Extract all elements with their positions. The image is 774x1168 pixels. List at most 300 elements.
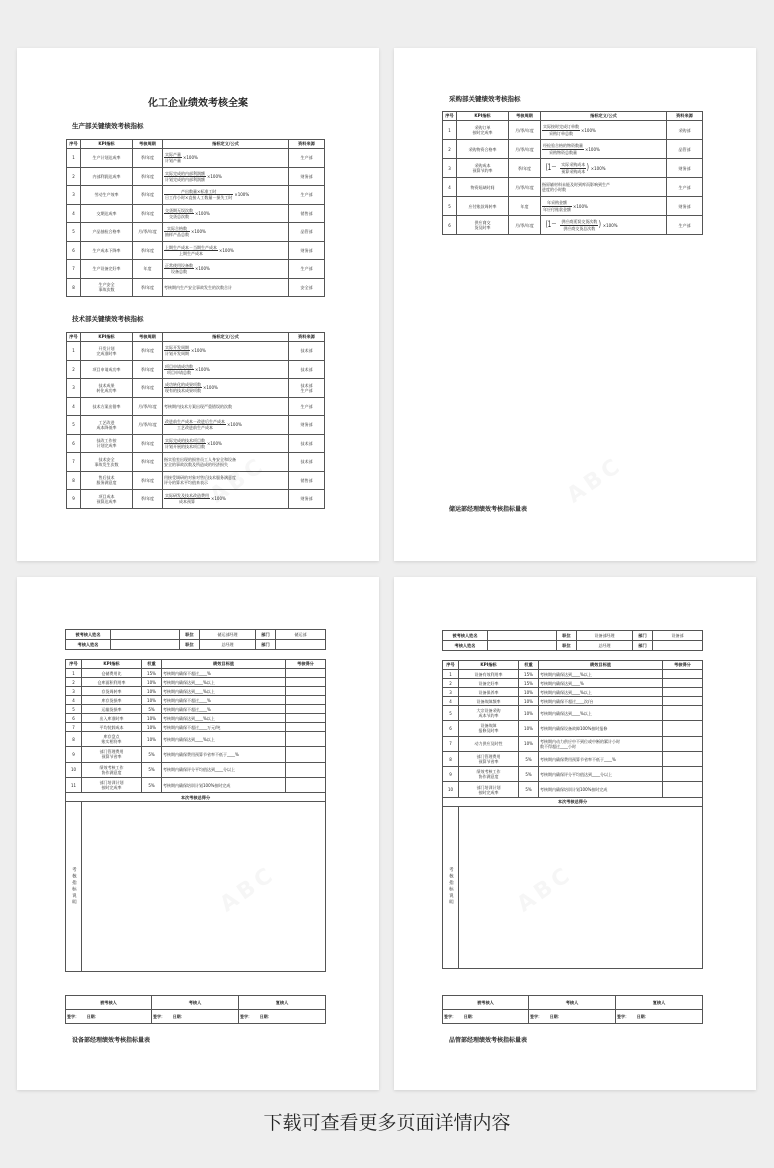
explain-area[interactable] (82, 802, 326, 972)
column-header: 考核周期 (133, 333, 163, 342)
formula-fraction (164, 345, 190, 356)
formula-cell (163, 379, 289, 398)
reviewer-position-value: 总经理 (577, 641, 633, 651)
reviewer-department-value[interactable] (653, 641, 703, 651)
row-number: 3 (67, 379, 81, 398)
row-number: 2 (66, 678, 82, 687)
table-row (67, 241, 325, 260)
formula-multiplier: ×100% (581, 127, 596, 133)
formula-numerator: 经检验合格的物资数量 (543, 143, 583, 149)
department-label: 部门 (633, 641, 653, 651)
column-header: 考核周期 (509, 112, 541, 121)
column-header: 序号 (443, 112, 457, 121)
data-source: 品管部 (289, 223, 325, 242)
formula-cell (163, 416, 289, 435)
row-number: 7 (443, 736, 459, 751)
formula-denominator: 计划开发周期 (165, 351, 189, 357)
data-source: 生产部 (289, 149, 325, 168)
formula-fraction (164, 208, 194, 219)
review-cycle: 季/年度 (133, 471, 163, 490)
formula-denominator: 供应商交货总次数 (563, 225, 596, 231)
formula-fraction (164, 171, 206, 182)
target-value: 考核期内确保不超过____万元/吨 (162, 723, 286, 732)
formula-fraction (164, 493, 210, 504)
formula-denominator: 计划完成的内部利润额 (165, 176, 205, 182)
column-header: 资料来源 (289, 140, 325, 149)
name-value[interactable] (488, 631, 557, 641)
kpi-name: 生产安全 事故次数 (81, 278, 133, 297)
score-cell[interactable] (286, 696, 326, 705)
signature-cell[interactable] (152, 1010, 239, 1024)
formula-cell (541, 216, 667, 235)
tech-section-heading: 技术部关键绩效考核指标 (72, 315, 144, 323)
review-cycle: 月/季/年度 (509, 121, 541, 140)
signature-table (442, 995, 703, 1024)
score-cell[interactable] (663, 767, 703, 782)
weight: 10% (519, 706, 539, 721)
row-number: 6 (66, 714, 82, 723)
definition-text: 用接受调研的对象对售后技术服务满意度 评分的算术平均值来表示 (164, 475, 236, 486)
kpi-name: 内部利润达成率 (81, 167, 133, 186)
row-number: 6 (443, 721, 459, 736)
table-row (443, 679, 703, 688)
weight: 10% (519, 721, 539, 736)
target-value: 考核期内确保设备故障100%按时报修 (539, 721, 663, 736)
kpi-name: 绩效考核工作 协作满意度 (82, 762, 142, 777)
table-row (443, 736, 703, 751)
kpi-name: 绩效考核工作 协作满意度 (459, 767, 519, 782)
review-cycle: 月/季/年度 (133, 416, 163, 435)
data-source: 财务部 (289, 490, 325, 509)
review-cycle: 季/年度 (133, 149, 163, 168)
kpi-name: 技改工作按 计划完成率 (81, 434, 133, 453)
kpi-name: 劳动生产效率 (81, 186, 133, 205)
kpi-name: 交期达成率 (81, 204, 133, 223)
row-number: 10 (66, 762, 82, 777)
kpi-name: 生产设备完好率 (81, 260, 133, 279)
weight: 5% (519, 767, 539, 782)
formula-numerator: 供应商延误交货次数 (561, 219, 598, 225)
table-row (67, 490, 325, 509)
formula-denominator: 设备总数 (171, 269, 187, 275)
formula-multiplier: ×100% (602, 222, 618, 228)
info-row (443, 631, 703, 641)
data-source: 财务部 (289, 416, 325, 435)
download-more-caption[interactable]: 下载可查看更多页面详情内容 (263, 1112, 511, 1134)
column-header: 权重 (519, 661, 539, 670)
review-cycle: 月/季/年度 (509, 140, 541, 159)
formula-prefix: (1－ (545, 162, 557, 173)
kpi-name: 设备故障 报修及时率 (459, 721, 519, 736)
table-row (66, 669, 326, 678)
signature-cell[interactable] (529, 1010, 616, 1024)
score-cell[interactable] (663, 697, 703, 706)
document-title: 化工企业绩效考核全案 (148, 98, 248, 109)
row-number: 1 (67, 342, 81, 361)
target-value: 考核期内确保培训计划100%按时完成 (539, 782, 663, 797)
column-header: KPI指标 (457, 112, 509, 121)
formula-fraction (542, 143, 584, 154)
kpi-name: 仓库面积利用率 (82, 678, 142, 687)
kpi-name: 设备故障频率 (459, 697, 519, 706)
sign-label: 签字： (444, 1014, 456, 1019)
kpi-name: 部门管理费用 预算节省率 (82, 747, 142, 762)
formula-fraction (164, 263, 194, 274)
reviewer-department-value[interactable] (276, 640, 326, 650)
formula-denominator: 项目申请总数 (167, 369, 191, 375)
table-header-row (67, 333, 325, 342)
table-row (443, 159, 703, 178)
data-source: 财务部 (289, 241, 325, 260)
kpi-name: 技术方案出错率 (81, 397, 133, 416)
formula-multiplier: ×100% (219, 247, 234, 253)
formula-cell (163, 223, 289, 242)
table-row (443, 706, 703, 721)
examinee-label: 被考核人 (66, 996, 152, 1010)
target-value: 考核期内确保培训计划100%按时完成 (162, 777, 286, 792)
target-value: 考核期内确保评分平均值达到____分以上 (539, 767, 663, 782)
reviewer-name-value[interactable] (488, 641, 557, 651)
weight: 10% (519, 697, 539, 706)
score-cell[interactable] (286, 705, 326, 714)
table-header-row (67, 140, 325, 149)
table-row (443, 121, 703, 140)
formula-cell (163, 204, 289, 223)
equipment-heading: 设备部经理绩效考核指标量表 (72, 1037, 151, 1044)
row-number: 5 (443, 197, 457, 216)
formula-denominator: 计划开展的技术项目数 (165, 443, 205, 449)
kpi-name: 运输货损率 (82, 705, 142, 714)
data-source: 品管部 (667, 140, 703, 159)
table-row (67, 186, 325, 205)
formula-cell (163, 260, 289, 279)
weight: 5% (142, 777, 162, 792)
signature-cell[interactable] (66, 1010, 152, 1024)
weight: 10% (142, 714, 162, 723)
kpi-name: 项目成本 预算达成率 (81, 490, 133, 509)
formula-numerator: 实际合格数 (164, 226, 190, 232)
formula-denominator: 预算采购成本 (561, 168, 586, 174)
row-number: 8 (67, 471, 81, 490)
kpi-name: 采购订单 按时完成率 (457, 121, 509, 140)
kpi-name: 部门培训计划 按时完成率 (82, 777, 142, 792)
formula-multiplier: ×100% (590, 165, 606, 171)
kpi-name: 生产成本下降率 (81, 241, 133, 260)
row-number: 3 (443, 159, 457, 178)
production-section-heading: 生产部关键绩效考核指标 (72, 122, 144, 130)
table-row (443, 721, 703, 736)
formula-denominator: 上期生产成本 (179, 250, 203, 256)
score-cell[interactable] (663, 751, 703, 766)
score-cell[interactable] (286, 678, 326, 687)
row-number: 8 (67, 278, 81, 297)
formula-cell (163, 453, 289, 472)
explain-area[interactable] (459, 806, 703, 968)
quality-heading: 品管部经理绩效考核指标量表 (449, 1037, 528, 1044)
formula-numerator: 成功转化的成果项数 (165, 382, 201, 388)
formula-prefix: (1－ (545, 219, 557, 230)
signature-row (443, 1010, 703, 1024)
table-row (443, 782, 703, 797)
target-value: 考核期内确保不超过____% (162, 696, 286, 705)
formula-multiplier: ×100% (207, 440, 222, 446)
row-number: 7 (67, 260, 81, 279)
table-row (443, 140, 703, 159)
kpi-name: 供应商交 货及时率 (457, 216, 509, 235)
data-source: 生产部 (289, 397, 325, 416)
weight: 10% (142, 732, 162, 747)
column-header: 考核得分 (286, 660, 326, 669)
employee-info-table (65, 629, 326, 650)
score-cell[interactable] (663, 736, 703, 751)
review-cycle: 季/年度 (133, 241, 163, 260)
row-number: 4 (443, 178, 457, 197)
score-cell[interactable] (286, 669, 326, 678)
kpi-name: 库存盘点 账实相符率 (82, 732, 142, 747)
kpi-name: 出入库准时率 (82, 714, 142, 723)
signature-header-row (443, 996, 703, 1010)
data-source: 技术部 生产部 (289, 379, 325, 398)
table-row (66, 762, 326, 777)
formula-suffix: ) (598, 219, 602, 230)
formula-fraction (164, 419, 226, 430)
score-cell[interactable] (663, 721, 703, 736)
column-header: 序号 (67, 140, 81, 149)
data-source: 技术部 (289, 360, 325, 379)
name-value[interactable] (111, 630, 180, 640)
weight: 10% (142, 723, 162, 732)
department-value: 储运部 (276, 630, 326, 640)
formula-cell (163, 434, 289, 453)
weight: 10% (142, 696, 162, 705)
data-source: 技术部 (289, 453, 325, 472)
formula-fraction (164, 245, 218, 256)
data-source: 安全部 (289, 278, 325, 297)
kpi-name: 采购成本 预算节约率 (457, 159, 509, 178)
target-value: 考核期内确保费用预算节省率不低于____% (162, 747, 286, 762)
data-source: 采购部 (667, 121, 703, 140)
document-page-3 (17, 577, 379, 1090)
date-label: 日期： (463, 1014, 476, 1019)
formula-multiplier: ×100% (191, 229, 206, 235)
review-cycle: 季/年度 (133, 342, 163, 361)
formula-multiplier: ×100% (195, 266, 210, 272)
formula-fraction (560, 162, 586, 173)
review-cycle: 月/季/年度 (133, 223, 163, 242)
definition-text: 考核期内生产安全事故发生的次数合计 (164, 284, 232, 290)
row-number: 9 (443, 767, 459, 782)
reviewer-position-value: 总经理 (200, 640, 256, 650)
department-label: 部门 (256, 630, 276, 640)
table-row (443, 216, 703, 235)
total-score-label: 本次考核总得分 (66, 793, 326, 802)
formula-multiplier: ×100% (195, 366, 210, 372)
row-number: 6 (67, 241, 81, 260)
review-cycle: 季/年度 (133, 278, 163, 297)
table-header-row (443, 112, 703, 121)
review-cycle: 季/年度 (133, 204, 163, 223)
table-row (66, 747, 326, 762)
info-row (66, 630, 326, 640)
table-row (66, 705, 326, 714)
row-number: 2 (443, 140, 457, 159)
review-cycle: 季/年度 (133, 167, 163, 186)
formula-numerator: 改进前生产成本－改进后生产成本 (165, 419, 225, 425)
kpi-name: 部门管理费用 预算节省率 (459, 751, 519, 766)
row-number: 8 (66, 732, 82, 747)
column-header: 绩效目标值 (162, 660, 286, 669)
kpi-name: 平均装卸成本 (82, 723, 142, 732)
storage-heading: 储运部经理绩效考核指标量表 (449, 506, 528, 513)
signature-row (66, 1010, 326, 1024)
examiner-label: 考核人 (152, 996, 239, 1010)
tech-kpi-table (66, 332, 325, 509)
formula-cell (163, 278, 289, 297)
score-cell[interactable] (286, 723, 326, 732)
row-number: 9 (66, 747, 82, 762)
formula-numerator: 项目申请成功数 (165, 363, 193, 369)
reviewer-label: 复核人 (239, 996, 326, 1010)
watermark (562, 452, 627, 508)
data-source: 生产部 (667, 178, 703, 197)
score-cell[interactable] (286, 732, 326, 747)
reviewer-name-label: 考核人姓名 (443, 641, 488, 651)
kpi-name: 采购物资合格率 (457, 140, 509, 159)
score-cell[interactable] (663, 688, 703, 697)
score-cell[interactable] (663, 706, 703, 721)
review-cycle: 季/年度 (133, 379, 163, 398)
score-cell[interactable] (286, 762, 326, 777)
explain-label: 考核指标说明 (448, 867, 454, 907)
row-number: 11 (66, 777, 82, 792)
review-cycle: 季/年度 (133, 186, 163, 205)
total-row (66, 793, 326, 802)
row-number: 2 (67, 167, 81, 186)
kpi-name: 设备有效利用率 (459, 670, 519, 679)
signature-cell[interactable] (443, 1010, 529, 1024)
signature-cell[interactable] (616, 1010, 703, 1024)
explain-label: 考核指标说明 (71, 866, 77, 906)
column-header: 考核得分 (663, 661, 703, 670)
row-number: 5 (67, 223, 81, 242)
kpi-name: 设备完好率 (459, 679, 519, 688)
table-row (66, 696, 326, 705)
review-cycle: 月/季/年度 (509, 178, 541, 197)
row-number: 9 (67, 490, 81, 509)
formula-fraction (164, 382, 202, 393)
table-row (67, 204, 325, 223)
formula-numerator: 实际按时完成订单数 (543, 124, 579, 130)
explain-row (443, 806, 703, 968)
definition-text: 指实验室出现的损害员工人身安全和设备 安全的事故次数及所造成的经济损失 (164, 456, 236, 467)
formula-cell (163, 149, 289, 168)
row-number: 1 (66, 669, 82, 678)
row-number: 6 (67, 434, 81, 453)
formula-fraction (560, 219, 598, 230)
row-number: 2 (67, 360, 81, 379)
table-row (67, 260, 325, 279)
formula-cell (541, 140, 667, 159)
target-value: 考核期内确保评分平均值达到____分以上 (162, 762, 286, 777)
table-row (443, 670, 703, 679)
definition-text: 指原辅材料未能及时到库而影响到生产 进度的小时数 (542, 182, 610, 192)
reviewer-name-label: 考核人姓名 (66, 640, 111, 650)
score-cell[interactable] (663, 782, 703, 797)
row-number: 4 (66, 696, 82, 705)
formula-denominator: 工艺改进前生产成本 (177, 425, 213, 431)
formula-numerator: 实际开发周期 (165, 345, 189, 351)
reviewer-label: 复核人 (616, 996, 703, 1010)
review-cycle: 季/年度 (509, 159, 541, 178)
review-cycle: 季/年度 (133, 360, 163, 379)
formula-cell (541, 178, 667, 197)
formula-fraction (164, 226, 190, 237)
formula-denominator: 交货总次数 (169, 213, 189, 219)
column-header: 资料来源 (667, 112, 703, 121)
target-value: 考核期内确保达到____%以上 (162, 687, 286, 696)
formula-fraction (164, 438, 206, 449)
row-number: 2 (443, 679, 459, 688)
score-cell[interactable] (286, 777, 326, 792)
target-value: 考核期内动力供应中不到位或中断的累计小时 数不得超过____小时 (539, 736, 663, 751)
signature-cell[interactable] (239, 1010, 326, 1024)
name-label: 被考核人姓名 (443, 631, 488, 641)
column-header: 序号 (66, 660, 82, 669)
score-cell[interactable] (286, 714, 326, 723)
purchase-section-heading: 采购部关键绩效考核指标 (449, 95, 521, 103)
kpi-name: 生产计划达成率 (81, 149, 133, 168)
weight: 10% (142, 687, 162, 696)
kpi-name: 售后技术 服务满意度 (81, 471, 133, 490)
data-source: 生产部 (289, 260, 325, 279)
formula-multiplier: ×100% (191, 348, 206, 354)
data-source: 财务部 (667, 159, 703, 178)
kpi-name: 应付账款周转率 (457, 197, 509, 216)
column-header: KPI指标 (81, 333, 133, 342)
score-cell[interactable] (286, 687, 326, 696)
sign-label: 签字： (530, 1014, 542, 1019)
formula-numerator: 正常使用设备数 (165, 263, 193, 269)
column-header: 指标定义/公式 (163, 333, 289, 342)
column-header: 指标定义/公式 (541, 112, 667, 121)
kpi-name: 仓储费用比 (82, 669, 142, 678)
data-source: 技术部 (289, 342, 325, 361)
score-cell[interactable] (663, 679, 703, 688)
sign-label: 签字： (153, 1014, 165, 1019)
kpi-name: 库存货损率 (82, 696, 142, 705)
column-header: 序号 (67, 333, 81, 342)
score-cell[interactable] (286, 747, 326, 762)
formula-multiplier: ×100% (227, 422, 242, 428)
formula-multiplier: ×100% (585, 146, 600, 152)
formula-cell (541, 121, 667, 140)
score-cell[interactable] (663, 670, 703, 679)
kpi-name: 部门培训计划 按时完成率 (459, 782, 519, 797)
formula-multiplier: ×100% (183, 155, 198, 161)
reviewer-name-value[interactable] (111, 640, 180, 650)
kpi-name: 技术安全 事故发生次数 (81, 453, 133, 472)
row-number: 8 (443, 751, 459, 766)
formula-numerator: 年采购金额 (542, 200, 572, 206)
table-row (67, 397, 325, 416)
table-row (443, 697, 703, 706)
row-number: 1 (443, 121, 457, 140)
table-row (67, 434, 325, 453)
row-number: 1 (443, 670, 459, 679)
row-number: 6 (443, 216, 457, 235)
formula-cell (163, 360, 289, 379)
formula-numerator: 实际完成的技术项目数 (165, 437, 205, 443)
